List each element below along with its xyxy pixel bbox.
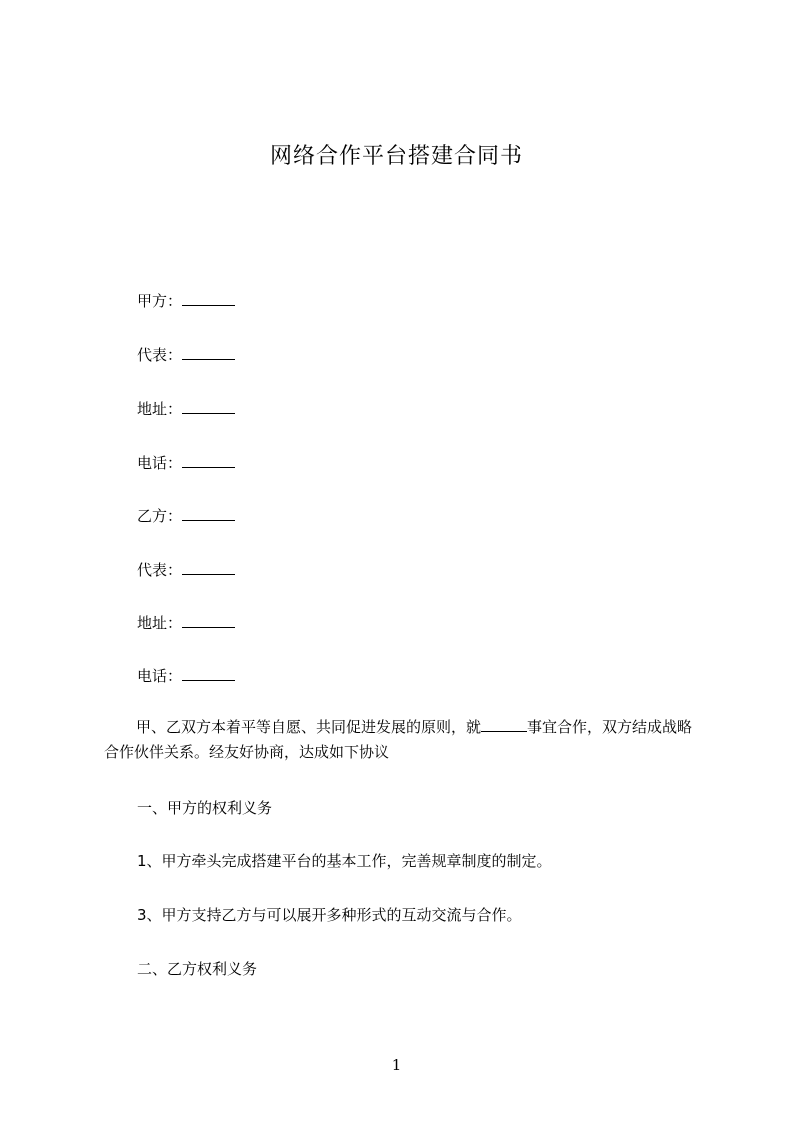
blank-line (182, 505, 235, 521)
clause-item: 3、甲方支持乙方与可以展开多种形式的互动交流与合作。 (137, 906, 522, 924)
blank-line (182, 665, 235, 681)
party-b-field (137, 505, 235, 527)
field-label: 代表： (137, 561, 183, 579)
field-label: 电话： (137, 454, 183, 472)
party-a-phone-field (137, 452, 235, 474)
field-label: 电话： (137, 667, 183, 685)
party-a-address-field (137, 398, 235, 420)
document-title: 网络合作平台搭建合同书 (269, 144, 523, 169)
blank-line (182, 344, 235, 360)
party-b-phone-field (137, 665, 235, 687)
field-label: 乙方： (137, 507, 183, 525)
field-label: 地址： (137, 400, 183, 418)
intro-text-part1: 甲、乙双方本着平等自愿、共同促进发展的原则，就 (136, 718, 482, 736)
field-label: 代表： (137, 346, 183, 364)
section-heading-party-a: 一、甲方的权利义务 (137, 799, 273, 817)
blank-line (182, 612, 235, 628)
blank-line (182, 290, 235, 306)
blank-line (481, 716, 527, 732)
intro-paragraph (104, 715, 704, 765)
section-heading-party-b: 二、乙方权利义务 (137, 960, 258, 978)
blank-line (182, 559, 235, 575)
party-b-representative-field (137, 559, 235, 581)
party-b-address-field (137, 612, 235, 634)
blank-line (182, 398, 235, 414)
party-a-representative-field (137, 344, 235, 366)
field-label: 甲方： (137, 292, 183, 310)
page-number: 1 (391, 1056, 402, 1074)
clause-item: 1、甲方牵头完成搭建平台的基本工作，完善规章制度的制定。 (137, 852, 552, 870)
intro-text-part2: 事宜合作，双方结成战略合作伙伴关系。经友好协商，达成如下协议 (104, 718, 693, 761)
party-a-field (137, 290, 235, 312)
field-label: 地址： (137, 614, 183, 632)
blank-line (182, 452, 235, 468)
